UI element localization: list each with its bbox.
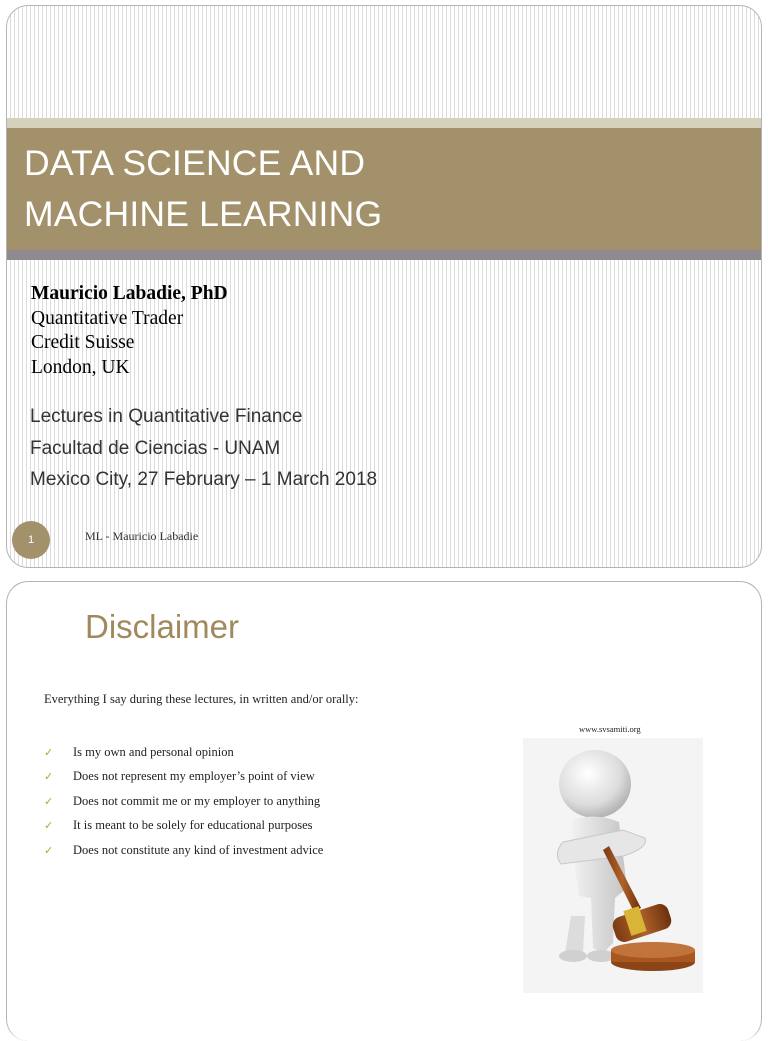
checkmark-icon: ✓ bbox=[44, 770, 54, 784]
event-block bbox=[30, 401, 377, 496]
title-top-divider bbox=[7, 118, 761, 128]
title-slide bbox=[6, 5, 762, 568]
checkmark-icon: ✓ bbox=[44, 843, 54, 857]
author-company: Credit Suisse bbox=[31, 332, 135, 353]
person-gavel-icon bbox=[523, 738, 703, 993]
author-role: Quantitative Trader bbox=[31, 307, 184, 329]
slide-footer: ML - Mauricio Labadie bbox=[85, 529, 199, 543]
event-venue: Facultad de Ciencias - UNAM bbox=[30, 437, 281, 459]
list-item bbox=[44, 789, 323, 814]
checkmark-icon: ✓ bbox=[44, 819, 54, 833]
list-item bbox=[44, 765, 323, 790]
disclaimer-title: Disclaimer bbox=[85, 608, 240, 645]
list-item-text: Does not commit me or my employer to anything bbox=[73, 793, 321, 808]
slide-number-badge bbox=[12, 521, 50, 559]
title-bottom-divider bbox=[7, 250, 761, 260]
list-item bbox=[44, 838, 323, 863]
list-item-text: It is meant to be solely for educational purposes bbox=[73, 818, 313, 833]
checkmark-icon: ✓ bbox=[44, 745, 54, 759]
person-with-gavel-illustration bbox=[523, 738, 703, 993]
list-item bbox=[44, 740, 323, 765]
slide-title bbox=[24, 138, 382, 240]
list-item-text: Does not constitute any kind of investment advice bbox=[73, 842, 324, 857]
checkmark-icon: ✓ bbox=[44, 794, 54, 808]
image-credit: www.svsamiti.org bbox=[579, 724, 641, 734]
event-series: Lectures in Quantitative Finance bbox=[30, 406, 303, 427]
event-date: Mexico City, 27 February – 1 March 2018 bbox=[30, 469, 378, 490]
list-item-text: Does not represent my employer’s point of view bbox=[73, 769, 315, 784]
author-name: Mauricio Labadie, PhD bbox=[31, 283, 228, 304]
list-item bbox=[44, 814, 323, 839]
disclaimer-intro: Everything I say during these lectures, in written and/or orally: bbox=[44, 692, 359, 706]
title-line-1: DATA SCIENCE AND bbox=[24, 143, 366, 183]
disclaimer-slide bbox=[6, 581, 762, 1041]
title-line-2: MACHINE LEARNING bbox=[24, 194, 383, 234]
disclaimer-list bbox=[44, 740, 323, 863]
author-block bbox=[31, 282, 228, 380]
slide-number: 1 bbox=[27, 534, 35, 546]
author-location: London, UK bbox=[31, 356, 130, 378]
list-item-text: Is my own and personal opinion bbox=[73, 744, 234, 759]
